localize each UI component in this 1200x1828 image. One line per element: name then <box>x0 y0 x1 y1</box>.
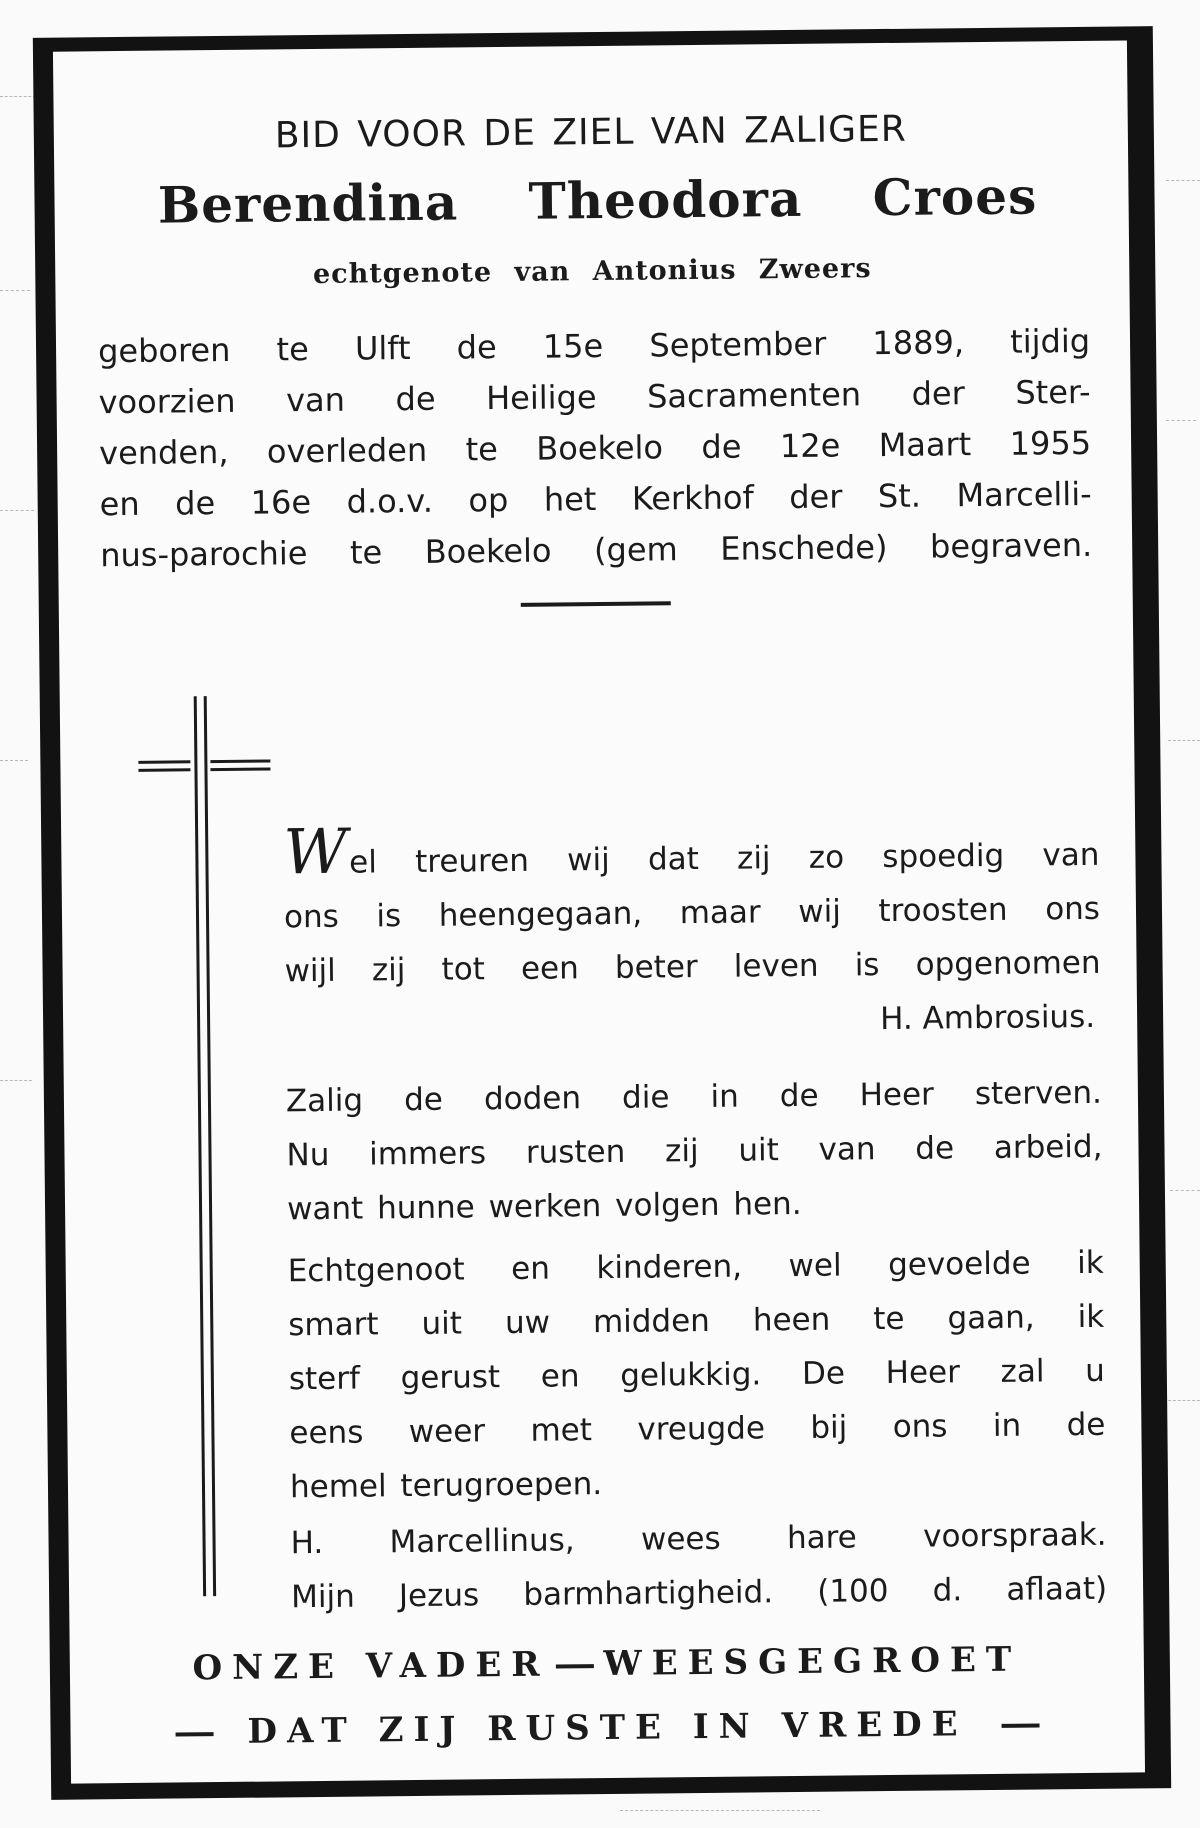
bio-line: nus-parochie te Boekelo (gem Enschede) begraven. <box>100 525 1093 575</box>
verse-line: Zalig de doden die in de Heer sterven. <box>285 1074 1103 1120</box>
verse-line: sterf gerust en gelukkig. De Heer zal u <box>288 1352 1106 1398</box>
bio-line: geboren te Ulft de 15e September 1889, tijdig <box>97 321 1091 371</box>
dash-separator <box>176 1732 214 1736</box>
verse-line: Echtgenoot en kinderen, wel gevoelde ik <box>287 1244 1104 1290</box>
spouse-line: echtgenote van Antonius Zweers <box>312 253 872 290</box>
verse-line: ons is heengegaan, maar wij troosten ons <box>283 890 1101 936</box>
scan-mark <box>1168 740 1200 742</box>
scan-mark <box>0 96 36 98</box>
verse-line-text: hemel terugroepen. <box>289 1466 603 1506</box>
cross-horizontal-bar <box>138 768 190 772</box>
scan-mark <box>0 760 28 762</box>
verse-line-rest: el treuren wij dat zij zo spoedig van <box>349 836 1100 881</box>
scan-mark <box>1166 180 1200 182</box>
attribution: H. Ambrosius. <box>879 998 1096 1038</box>
scan-mark <box>1166 420 1196 422</box>
verse-line <box>290 1452 1107 1515</box>
prayer-text <box>282 814 1108 1625</box>
deceased-name: Berendina Theodora Croes <box>157 166 1038 235</box>
cross-horizontal-bar <box>138 760 190 764</box>
scan-mark <box>1170 1190 1200 1192</box>
scan-mark <box>1168 1400 1200 1402</box>
verse-line: H. Marcellinus, wees hare voorspraak. <box>290 1516 1107 1562</box>
dash-separator <box>556 1664 594 1668</box>
decorated-initial: W <box>282 814 348 889</box>
cross-vertical-bar <box>204 696 216 1596</box>
card-body <box>53 40 1145 1783</box>
bio-line: en de 16e d.o.v. op het Kerkhof der St. Marcelli- <box>99 474 1092 524</box>
scan-mark <box>0 1080 32 1082</box>
scan-mark <box>620 1810 820 1812</box>
biography <box>98 316 1093 581</box>
bio-line: voorzien van de Heilige Sacramenten der Ster- <box>98 372 1091 422</box>
cross-horizontal-bar <box>210 767 270 771</box>
divider-rule <box>521 601 671 607</box>
dash-separator <box>1002 1723 1040 1727</box>
verse-line <box>287 1174 1104 1237</box>
verse-line: Mijn Jezus barmhartigheid. (100 d. aflaat) <box>290 1570 1108 1616</box>
prayer-onze-vader: ONZE VADER <box>192 1644 550 1689</box>
rest-in-peace: DAT ZIJ RUSTE IN VREDE <box>247 1704 968 1752</box>
bio-line: venden, overleden te Boekelo de 12e Maart 1955 <box>98 423 1092 473</box>
scan-mark <box>0 290 30 292</box>
verse-line <box>282 814 1100 891</box>
verse-line-text: want hunne werken volgen hen. <box>286 1185 802 1228</box>
verse-line: wijl zij tot een beter leven is opgenomen <box>284 944 1101 990</box>
verse-line: Nu immers rusten zij uit van de arbeid, <box>286 1128 1103 1174</box>
verse-line: eens weer met vreugde bij ons in de <box>289 1406 1106 1452</box>
pray-line: BID VOOR DE ZIEL VAN ZALIGER <box>274 108 908 157</box>
verse-line: smart uit uw midden heen te gaan, ik <box>288 1298 1105 1344</box>
prayers-line <box>70 1626 1145 1701</box>
scan-mark <box>0 510 34 512</box>
prayer-weesgegroet: WEESGEGROET <box>603 1639 1022 1685</box>
closing-prayers <box>70 1626 1145 1765</box>
card-header <box>54 106 1130 292</box>
cross-horizontal-bar <box>210 759 270 763</box>
memorial-card <box>33 26 1171 1800</box>
rest-in-peace-line <box>70 1690 1145 1765</box>
